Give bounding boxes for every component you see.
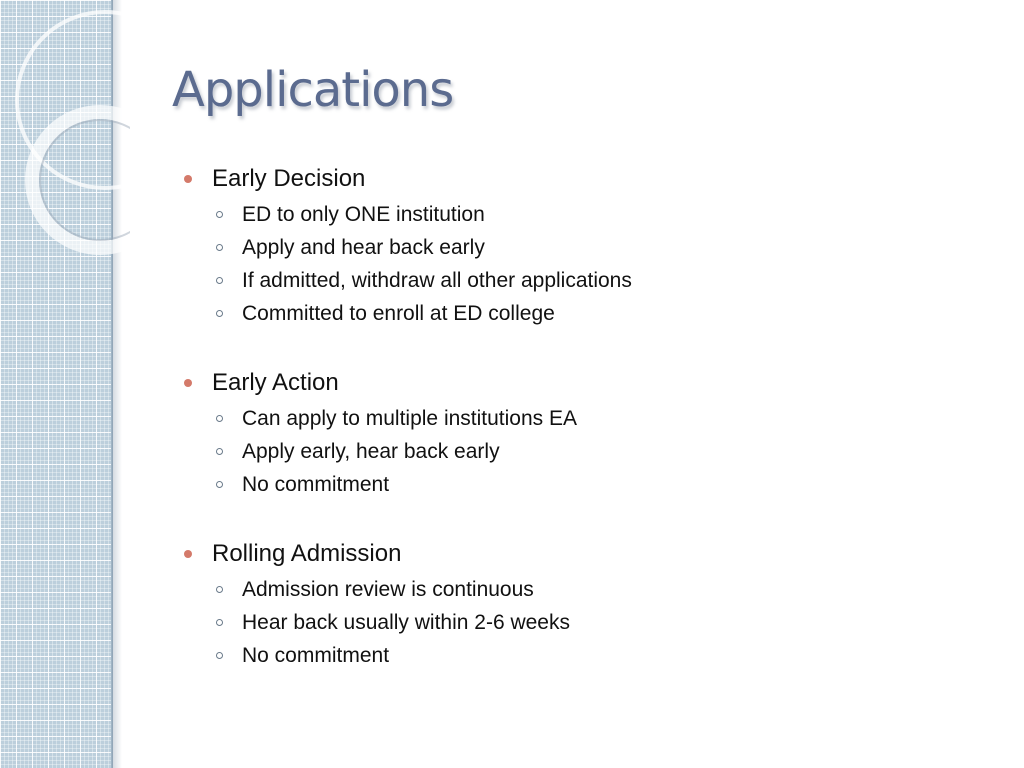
ring-bullet-icon — [216, 652, 223, 659]
section-heading: Early Decision — [212, 165, 366, 192]
sub-item — [184, 606, 984, 639]
section-heading: Early Action — [212, 369, 339, 396]
ring-bullet-icon — [216, 415, 223, 422]
bullet-item — [184, 535, 984, 573]
slide-title: Applications — [172, 62, 454, 118]
bullet-content — [184, 160, 984, 706]
sub-item-text: Admission review is continuous — [242, 577, 534, 601]
sub-item — [184, 573, 984, 606]
sub-item-text: No commitment — [242, 643, 390, 667]
section-early-action — [184, 364, 984, 501]
bullet-item — [184, 364, 984, 402]
sub-item — [184, 231, 984, 264]
ring-bullet-icon — [216, 619, 223, 626]
bullet-dot-icon — [184, 175, 192, 183]
bullet-item — [184, 160, 984, 198]
sub-item-text: If admitted, withdraw all other applications — [242, 268, 632, 292]
sub-item-text: ED to only ONE institution — [242, 202, 485, 226]
sub-item-text: Apply and hear back early — [242, 235, 485, 259]
sub-list — [184, 573, 984, 672]
ring-bullet-icon — [216, 448, 223, 455]
sub-item-text: Hear back usually within 2-6 weeks — [242, 610, 570, 634]
ring-bullet-icon — [216, 211, 223, 218]
sub-item — [184, 198, 984, 231]
sub-item — [184, 435, 984, 468]
section-early-decision — [184, 160, 984, 330]
ring-bullet-icon — [216, 481, 223, 488]
sub-item-text: Can apply to multiple institutions EA — [242, 406, 578, 430]
section-rolling-admission — [184, 535, 984, 672]
ring-bullet-icon — [216, 277, 223, 284]
ring-bullet-icon — [216, 244, 223, 251]
sub-list — [184, 402, 984, 501]
decorative-grid-strip — [0, 0, 112, 768]
ring-bullet-icon — [216, 310, 223, 317]
ring-bullet-icon — [216, 586, 223, 593]
sub-item — [184, 468, 984, 501]
sub-item — [184, 264, 984, 297]
sub-item — [184, 297, 984, 330]
sub-item-text: No commitment — [242, 472, 390, 496]
sub-item — [184, 402, 984, 435]
strip-shadow — [112, 0, 122, 768]
sub-item — [184, 639, 984, 672]
sub-item-text: Apply early, hear back early — [242, 439, 500, 463]
section-heading: Rolling Admission — [212, 540, 402, 567]
bullet-dot-icon — [184, 550, 192, 558]
sub-list — [184, 198, 984, 330]
bullet-dot-icon — [184, 379, 192, 387]
sub-item-text: Committed to enroll at ED college — [242, 301, 555, 325]
